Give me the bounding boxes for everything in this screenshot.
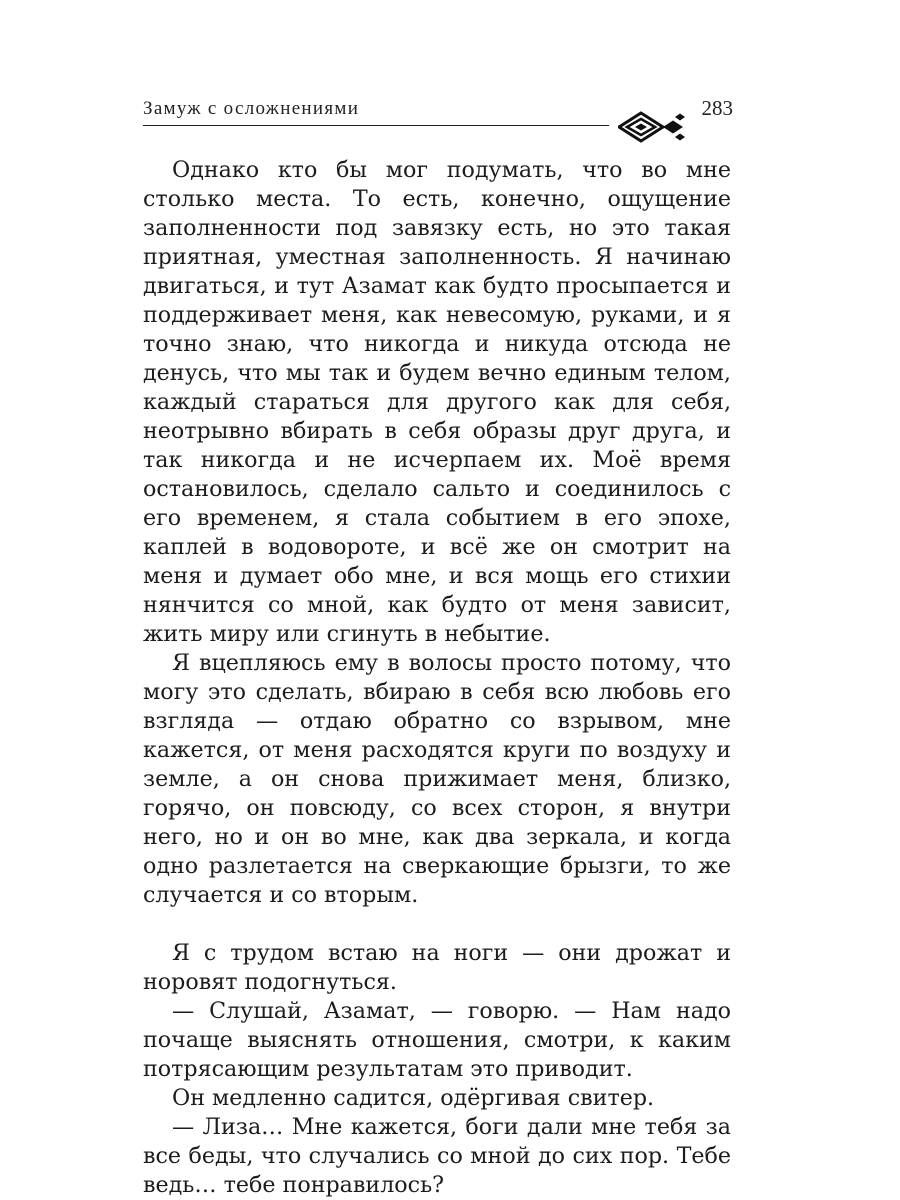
running-head	[143, 98, 733, 130]
page-number: 283	[701, 96, 733, 120]
paragraph: Я вцепляюсь ему в волосы просто потому, что могу это сделать, вбираю в себя всю любовь его взгляда — отдаю обратно со взрывом, мне кажется, от меня расходятся круги по воздуху и земле, а он снова прижимает меня, близко, горячо, он повсюду, со всех сторон, я внутри него, но и он во мне, как два зеркала, и когда одно разлетается на сверкающие брызги, то же случается и со вторым.	[143, 650, 731, 908]
dialogue-line: — Слушай, Азамат, — говорю. — Нам надо почаще выяснять отношения, смотри, к каким потрясающим результатам это приводит.	[143, 998, 731, 1082]
header-rule	[143, 125, 609, 126]
paragraph: Я с трудом встаю на ноги — они дрожат и норовят подогнуться.	[143, 940, 731, 995]
dialogue-line: — Лиза… Мне кажется, боги дали мне тебя за все беды, что случались со мной до сих пор. Тебе ведь… тебе понравилось?	[143, 1114, 731, 1198]
section-break	[143, 910, 731, 939]
body-text	[143, 156, 731, 1200]
diamond-ornament-icon	[618, 111, 694, 143]
paragraph: Однако кто бы мог подумать, что во мне столько места. То есть, конечно, ощущение заполненности под завязку есть, но это такая приятная, уместная заполненность. Я начинаю двигаться, и тут Азамат как будто просыпается и поддерживает меня, как невесомую, руками, и я точно знаю, что никогда и никуда отсюда не денусь, что мы так и будем вечно единым телом, каждый стараться для другого как для себя, неотрывно вбирать в себя образы друг друга, и так никогда и не исчерпаем их. Моё время остановилось, сделало сальто и соединилось с его временем, я стала событием в его эпохе, каплей в водовороте, и всё же он смотрит на меня и думает обо мне, и вся мощь его стихии нянчится со мной, как будто от меня зависит, жить миру или сгинуть в небытие.	[143, 157, 731, 647]
book-title: Замуж с осложнениями	[143, 98, 360, 119]
paragraph: Он медленно садится, одёргивая свитер.	[172, 1085, 655, 1111]
